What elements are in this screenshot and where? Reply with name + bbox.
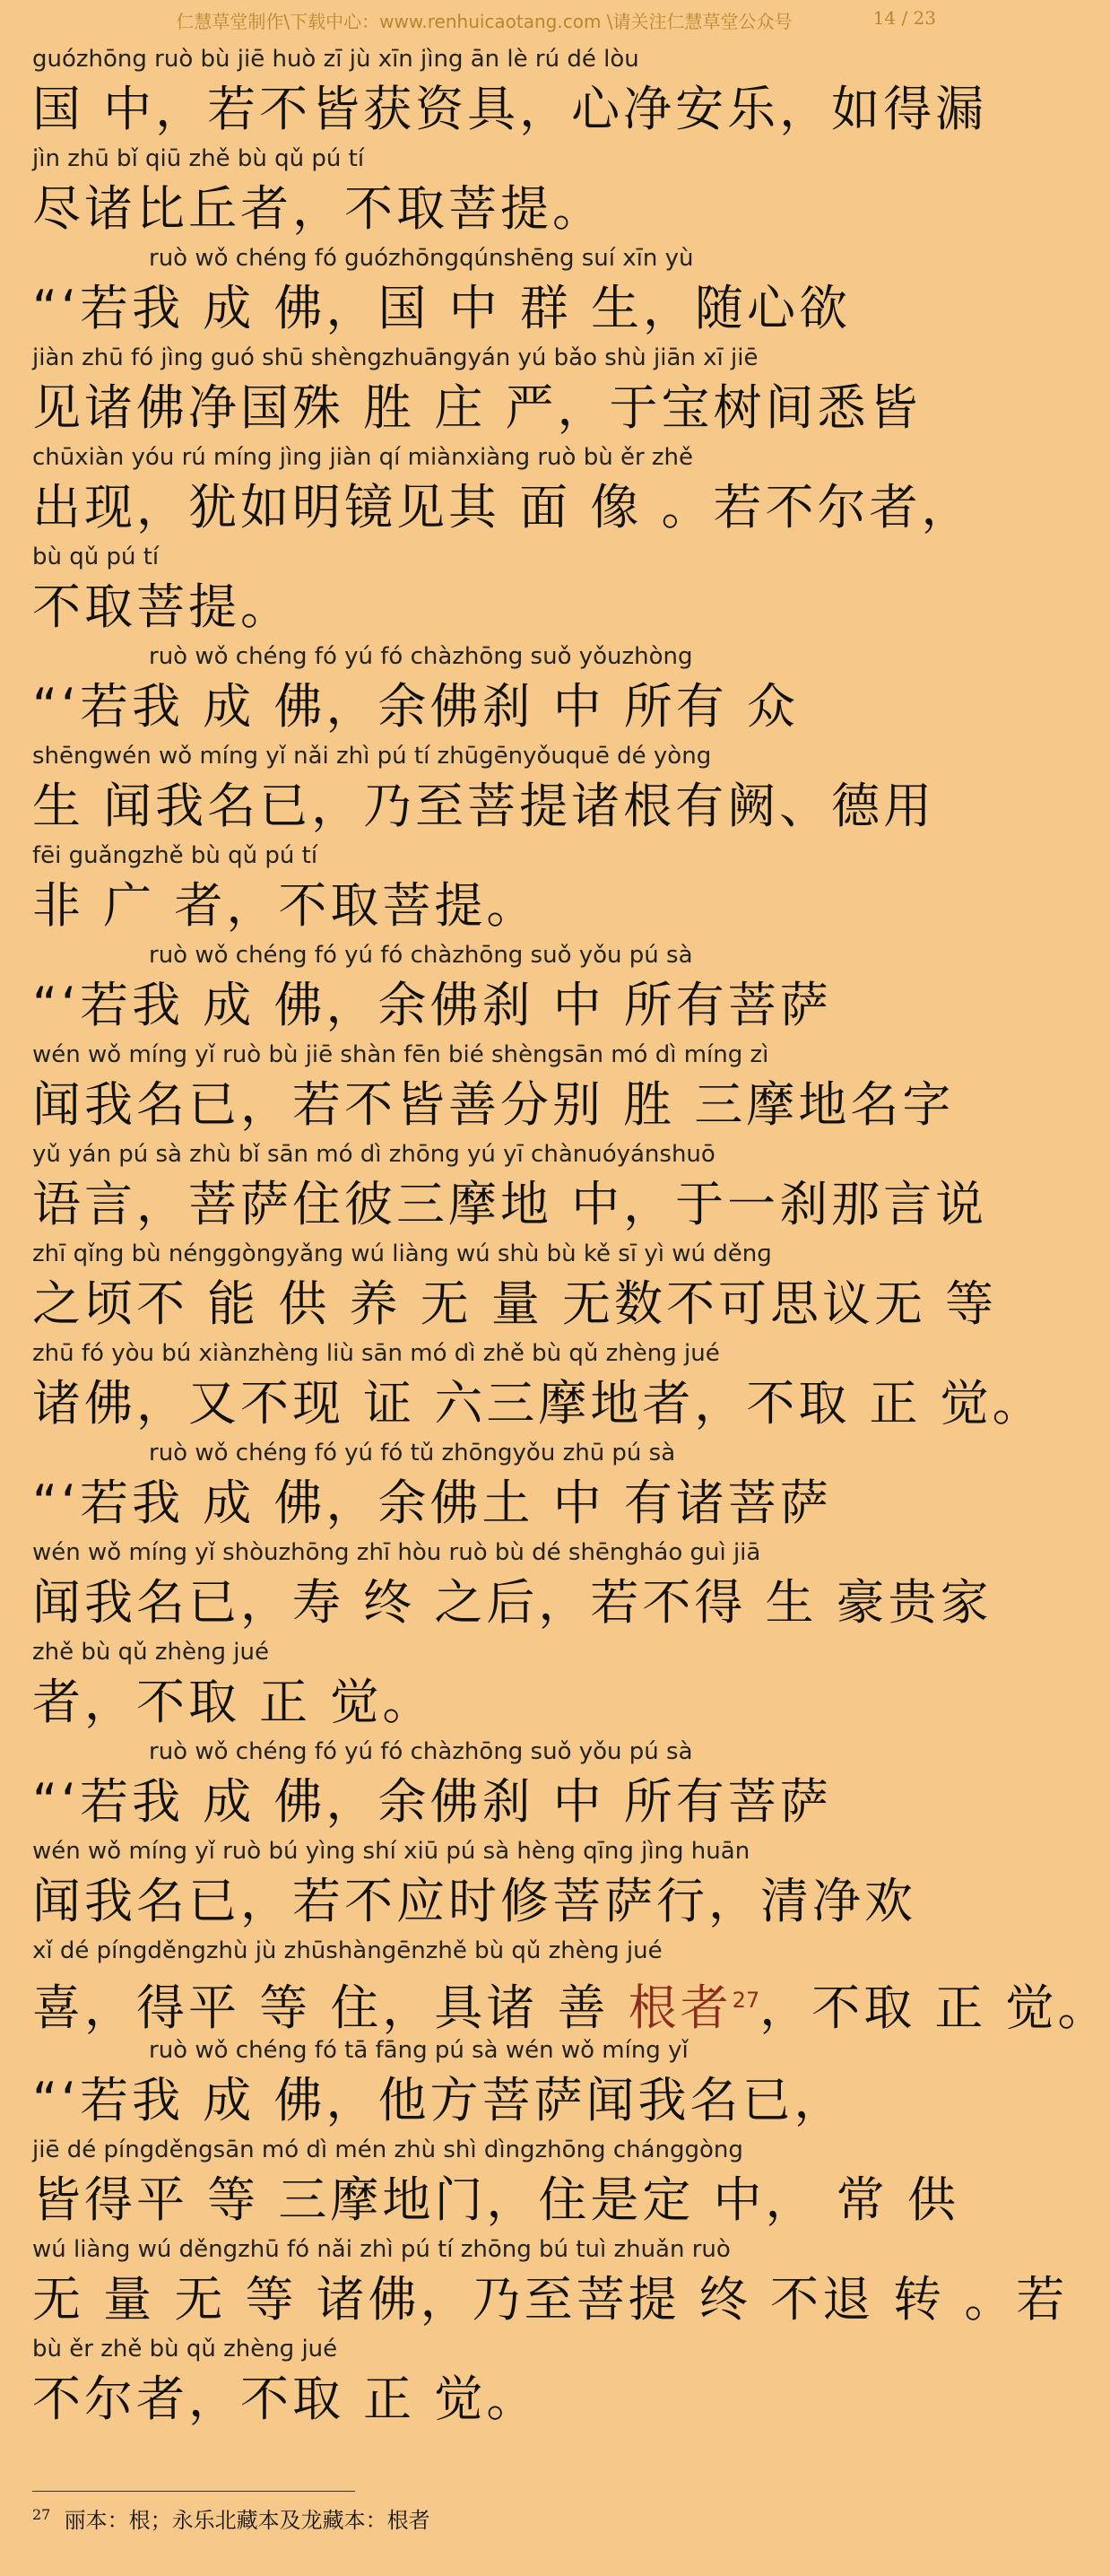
hanzi-line: 语言，菩萨住彼三摩地 中，于一刹那言说: [32, 1176, 988, 1232]
hanzi-line: “‘若我 成 佛，余佛刹 中 所有菩萨: [32, 977, 832, 1033]
pinyin-line: ruò wǒ chéng fó tā fāng pú sà wén wǒ míng yǐ: [149, 2037, 689, 2064]
text-line: [32, 1136, 988, 1236]
text-line: [32, 340, 936, 439]
pinyin-line: chūxiàn yóu rú míng jìng jiàn qí miànxiàng ruò bù ěr zhě: [32, 444, 694, 471]
hanzi-line: 诸佛，又不现 证 六三摩地者，不取 正 觉。: [32, 1375, 1045, 1432]
pinyin-line: bù qǔ pú tí: [32, 544, 160, 570]
page-header: [0, 0, 968, 41]
header-title[interactable]: 仁慧草堂制作\下载中心：www.renhuicaotang.com \请关注仁慧草堂公众号: [176, 11, 793, 32]
text-line: [32, 141, 936, 240]
hanzi-line: 闻我名已，寿 终 之后，若不得 生 豪贵家: [32, 1574, 993, 1631]
pinyin-line: jiàn zhū fó jìng guó shū shèngzhuāngyán yú bǎo shù jiān xī jiē: [32, 344, 759, 371]
text-line: [32, 2032, 936, 2132]
hanzi-line: 无 量 无 等 诸佛，乃至菩提 终 不退 转 。若: [32, 2271, 1069, 2328]
text-line: [32, 1833, 936, 1933]
text-line: [32, 439, 974, 539]
pinyin-line: wú liàng wú děngzhū fó nǎi zhì pú tí zhōng bú tuì zhuǎn ruò: [32, 2236, 731, 2263]
pinyin-line: fēi guǎngzhě bù qǔ pú tí: [32, 842, 318, 869]
hanzi-line: [32, 1969, 1110, 2036]
pinyin-line: wén wǒ míng yǐ ruò bú yìng shí xiū pú sà hèng qīng jìng huān: [32, 1838, 750, 1865]
pinyin-line: bù ěr zhě bù qǔ zhènɡ jué: [32, 2336, 338, 2363]
hanzi-line: 国 中，若不皆获资具，心净安乐，如得漏: [32, 81, 988, 137]
text-line: [32, 1933, 1110, 2036]
pinyin-line: zhě bù qǔ zhènɡ jué: [32, 1639, 269, 1666]
text-line: [32, 2232, 1069, 2331]
text-line: [32, 240, 936, 340]
hanzi-line: 皆得平 等 三摩地门，住是定 中， 常 供: [32, 2171, 959, 2228]
text-line: [32, 1336, 1045, 1435]
hanzi-line: “‘若我 成 佛，国 中 群 生，随心欲: [32, 280, 851, 336]
pinyin-line: jìn zhū bǐ qiū zhě bù qǔ pú tí: [32, 145, 365, 172]
pinyin-line: zhū fó yòu bú xiànzhèng liù sān mó dì zhě bù qǔ zhènɡ jué: [32, 1340, 720, 1367]
footnote-number: 27: [32, 2506, 51, 2523]
pinyin-line: ruò wǒ chéng fó guózhōngqúnshēng suí xīn yù: [149, 245, 694, 272]
pinyin-line: ruò wǒ chéng fó yú fó chàzhōng suǒ yǒu pú sà: [149, 1738, 693, 1765]
text-line: [32, 41, 988, 141]
pinyin-line: shēngwén wǒ míng yǐ nǎi zhì pú tí zhūgēnyǒuquē dé yòng: [32, 743, 712, 770]
pinyin-line: guózhōng ruò bù jiē huò zī jù xīn jìng ān lè rú dé lòu: [32, 46, 639, 73]
hanzi-line: “‘若我 成 佛，他方菩萨闻我名已，: [32, 2072, 846, 2128]
hanzi-line: 尽诸比丘者，不取菩提。: [32, 180, 604, 237]
hanzi-line: 之顷不 能 供 养 无 量 无数不可思议无 等: [32, 1275, 998, 1332]
hanzi-line: “‘若我 成 佛，余佛刹 中 所有 众: [32, 678, 799, 735]
text-line: [32, 937, 936, 1037]
hanzi-line: 非 广 者，不取菩提。: [32, 877, 539, 934]
pinyin-line: wén wǒ míng yǐ ruò bù jiē shàn fēn bié shèngsān mó dì míng zì: [32, 1041, 769, 1068]
text-line: [32, 639, 936, 738]
annotated-term[interactable]: 根者: [628, 1980, 733, 2036]
footnote: [32, 2502, 430, 2534]
hanzi-line: “‘若我 成 佛，余佛刹 中 所有菩萨: [32, 1773, 832, 1830]
scripture-body: [32, 41, 1110, 2431]
hanzi-line: 者，不取 正 觉。: [32, 1674, 435, 1730]
text-line: [32, 2132, 959, 2232]
pinyin-line: ruò wǒ chéng fó yú fó chàzhōng suǒ yǒu pú sà: [149, 942, 693, 969]
pinyin-line: ruò wǒ chéng fó yú fó tǔ zhōngyǒu zhū pú sà: [149, 1440, 676, 1466]
footnote-ref[interactable]: 27: [732, 1988, 760, 2013]
hanzi-line: 不尔者，不取 正 觉。: [32, 2371, 539, 2427]
hanzi-line: 生 闻我名已，乃至菩提诸根有阙、德用: [32, 778, 936, 834]
text-line: [32, 1435, 936, 1535]
hanzi-line: 见诸佛净国殊 胜 庄 严，于宝树间悉皆: [32, 379, 922, 436]
hanzi-segment: 喜，得平 等 住，具诸 善: [32, 1980, 629, 2036]
pinyin-line: yǔ yán pú sà zhù bǐ sān mó dì zhōng yú yī chànuóyánshuō: [32, 1141, 715, 1168]
pinyin-line: xǐ dé píngděngzhù jù zhūshàngēnzhě bù qǔ zhènɡ jué: [32, 1937, 663, 1964]
hanzi-line: “‘若我 成 佛，余佛土 中 有诸菩萨: [32, 1475, 832, 1531]
text-line: [32, 738, 936, 838]
hanzi-line: 闻我名已，若不皆善分别 胜 三摩地名字: [32, 1076, 955, 1133]
pinyin-line: jiē dé píngděngsān mó dì mén zhù shì dìngzhōng chánggòng: [32, 2137, 743, 2163]
text-line: [32, 1535, 993, 1634]
hanzi-line: 出现，犹如明镜见其 面 像 。若不尔者，: [32, 479, 974, 535]
text-line: [32, 1037, 955, 1136]
text-line: [32, 1236, 998, 1336]
pinyin-line: wén wǒ míng yǐ shòuzhōng zhī hòu ruò bù dé shēngháo guì jiā: [32, 1539, 761, 1566]
page-number: 14 / 23: [872, 7, 936, 29]
hanzi-line: 闻我名已，若不应时修菩萨行，清净欢: [32, 1873, 916, 1929]
footnote-divider: [32, 2491, 355, 2492]
text-line: [32, 1734, 936, 1833]
text-line: [32, 838, 936, 937]
hanzi-line: 不取菩提。: [32, 579, 292, 635]
text-line: [32, 2331, 936, 2431]
text-line: [32, 539, 936, 639]
pinyin-line: zhī qǐng bù néngɡònɡyǎnɡ wú liàng wú shù bù kě sī yì wú děnɡ: [32, 1240, 772, 1267]
footnote-text: 丽本：根；永乐北藏本及龙藏本：根者: [64, 2508, 430, 2533]
pinyin-line: ruò wǒ chéng fó yú fó chàzhōng suǒ yǒuzhòng: [149, 643, 693, 670]
hanzi-segment: ，不取 正 觉。: [759, 1980, 1110, 2036]
text-line: [32, 1634, 936, 1734]
